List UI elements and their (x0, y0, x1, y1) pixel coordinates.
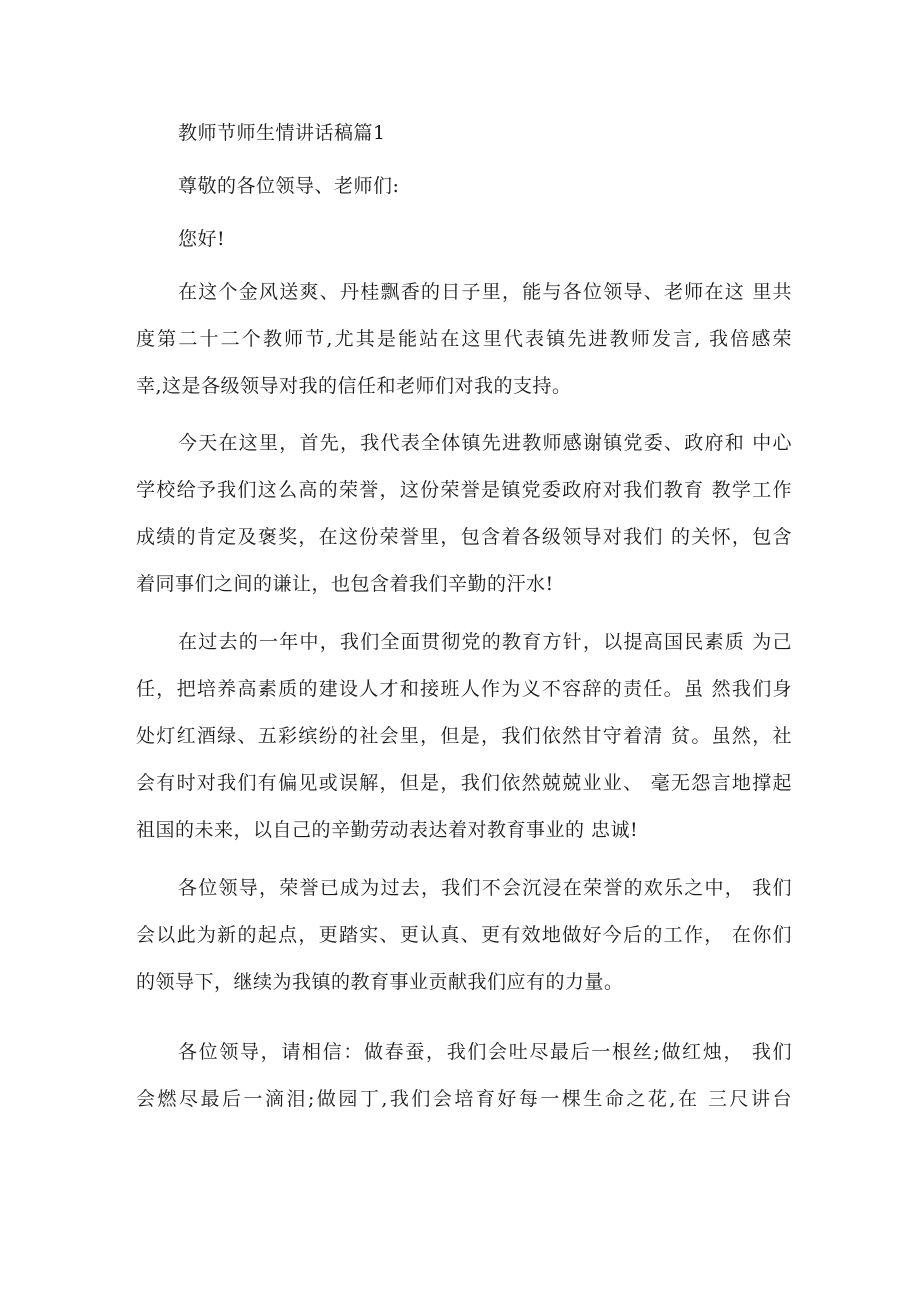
document-title: 教师节师生情讲话稿篇1 (178, 122, 386, 144)
paragraph-4-line-1: 各位领导，荣誉已成为过去，我们不会沉浸在荣誉的欢乐之中， 我们 (178, 877, 792, 899)
paragraph-1-line-3: 幸,这是各级领导对我的信任和老师们对我的支持。 (136, 375, 572, 397)
paragraph-3-line-1: 在过去的一年中，我们全面贯彻党的教育方针，以提高国民素质 为己 (178, 631, 792, 653)
paragraph-1-line-2: 度第二十二个教师节,尤其是能站在这里代表镇先进教师发言, 我倍感荣 (136, 328, 792, 350)
paragraph-2-line-4: 着同事们之间的谦让，也包含着我们辛勤的汗水! (136, 573, 554, 595)
paragraph-1-line-1: 在这个金风送爽、丹桂飘香的日子里，能与各位领导、老师在这 里共 (178, 281, 792, 303)
paragraph-2-line-2: 学校给予我们这么高的荣誉，这份荣誉是镇党委政府对我们教育 教学工作 (136, 479, 792, 501)
paragraph-4-line-2: 会以此为新的起点，更踏实、更认真、更有效地做好今后的工作， 在你们 (136, 924, 792, 946)
salutation: 尊敬的各位领导、老师们: (178, 175, 400, 197)
paragraph-5-line-1: 各位领导，请相信：做春蚕，我们会吐尽最后一根丝;做红烛， 我们 (178, 1041, 792, 1063)
paragraph-3-line-3: 处灯红酒绿、五彩缤纷的社会里，但是，我们依然甘守着清 贫。虽然，社 (136, 725, 792, 747)
greeting: 您好! (178, 228, 226, 250)
paragraph-2-line-3: 成绩的肯定及褒奖，在这份荣誉里，包含着各级领导对我们 的关怀，包含 (136, 526, 792, 548)
paragraph-2-line-1: 今天在这里，首先，我代表全体镇先进教师感谢镇党委、政府和 中心 (178, 432, 792, 454)
paragraph-3-line-2: 任，把培养高素质的建设人才和接班人作为义不容辞的责任。虽 然我们身 (136, 678, 792, 700)
paragraph-3-line-5: 祖国的未来，以自己的辛勤劳动表达着对教育事业的 忠诚! (136, 819, 639, 841)
paragraph-5-line-2: 会燃尽最后一滴泪;做园丁,我们会培育好每一棵生命之花,在 三尺讲台 (136, 1088, 792, 1110)
paragraph-3-line-4: 会有时对我们有偏见或误解，但是，我们依然兢兢业业、 毫无怨言地撑起 (136, 772, 792, 794)
paragraph-4-line-3: 的领导下，继续为我镇的教育事业贡献我们应有的力量。 (136, 971, 624, 993)
